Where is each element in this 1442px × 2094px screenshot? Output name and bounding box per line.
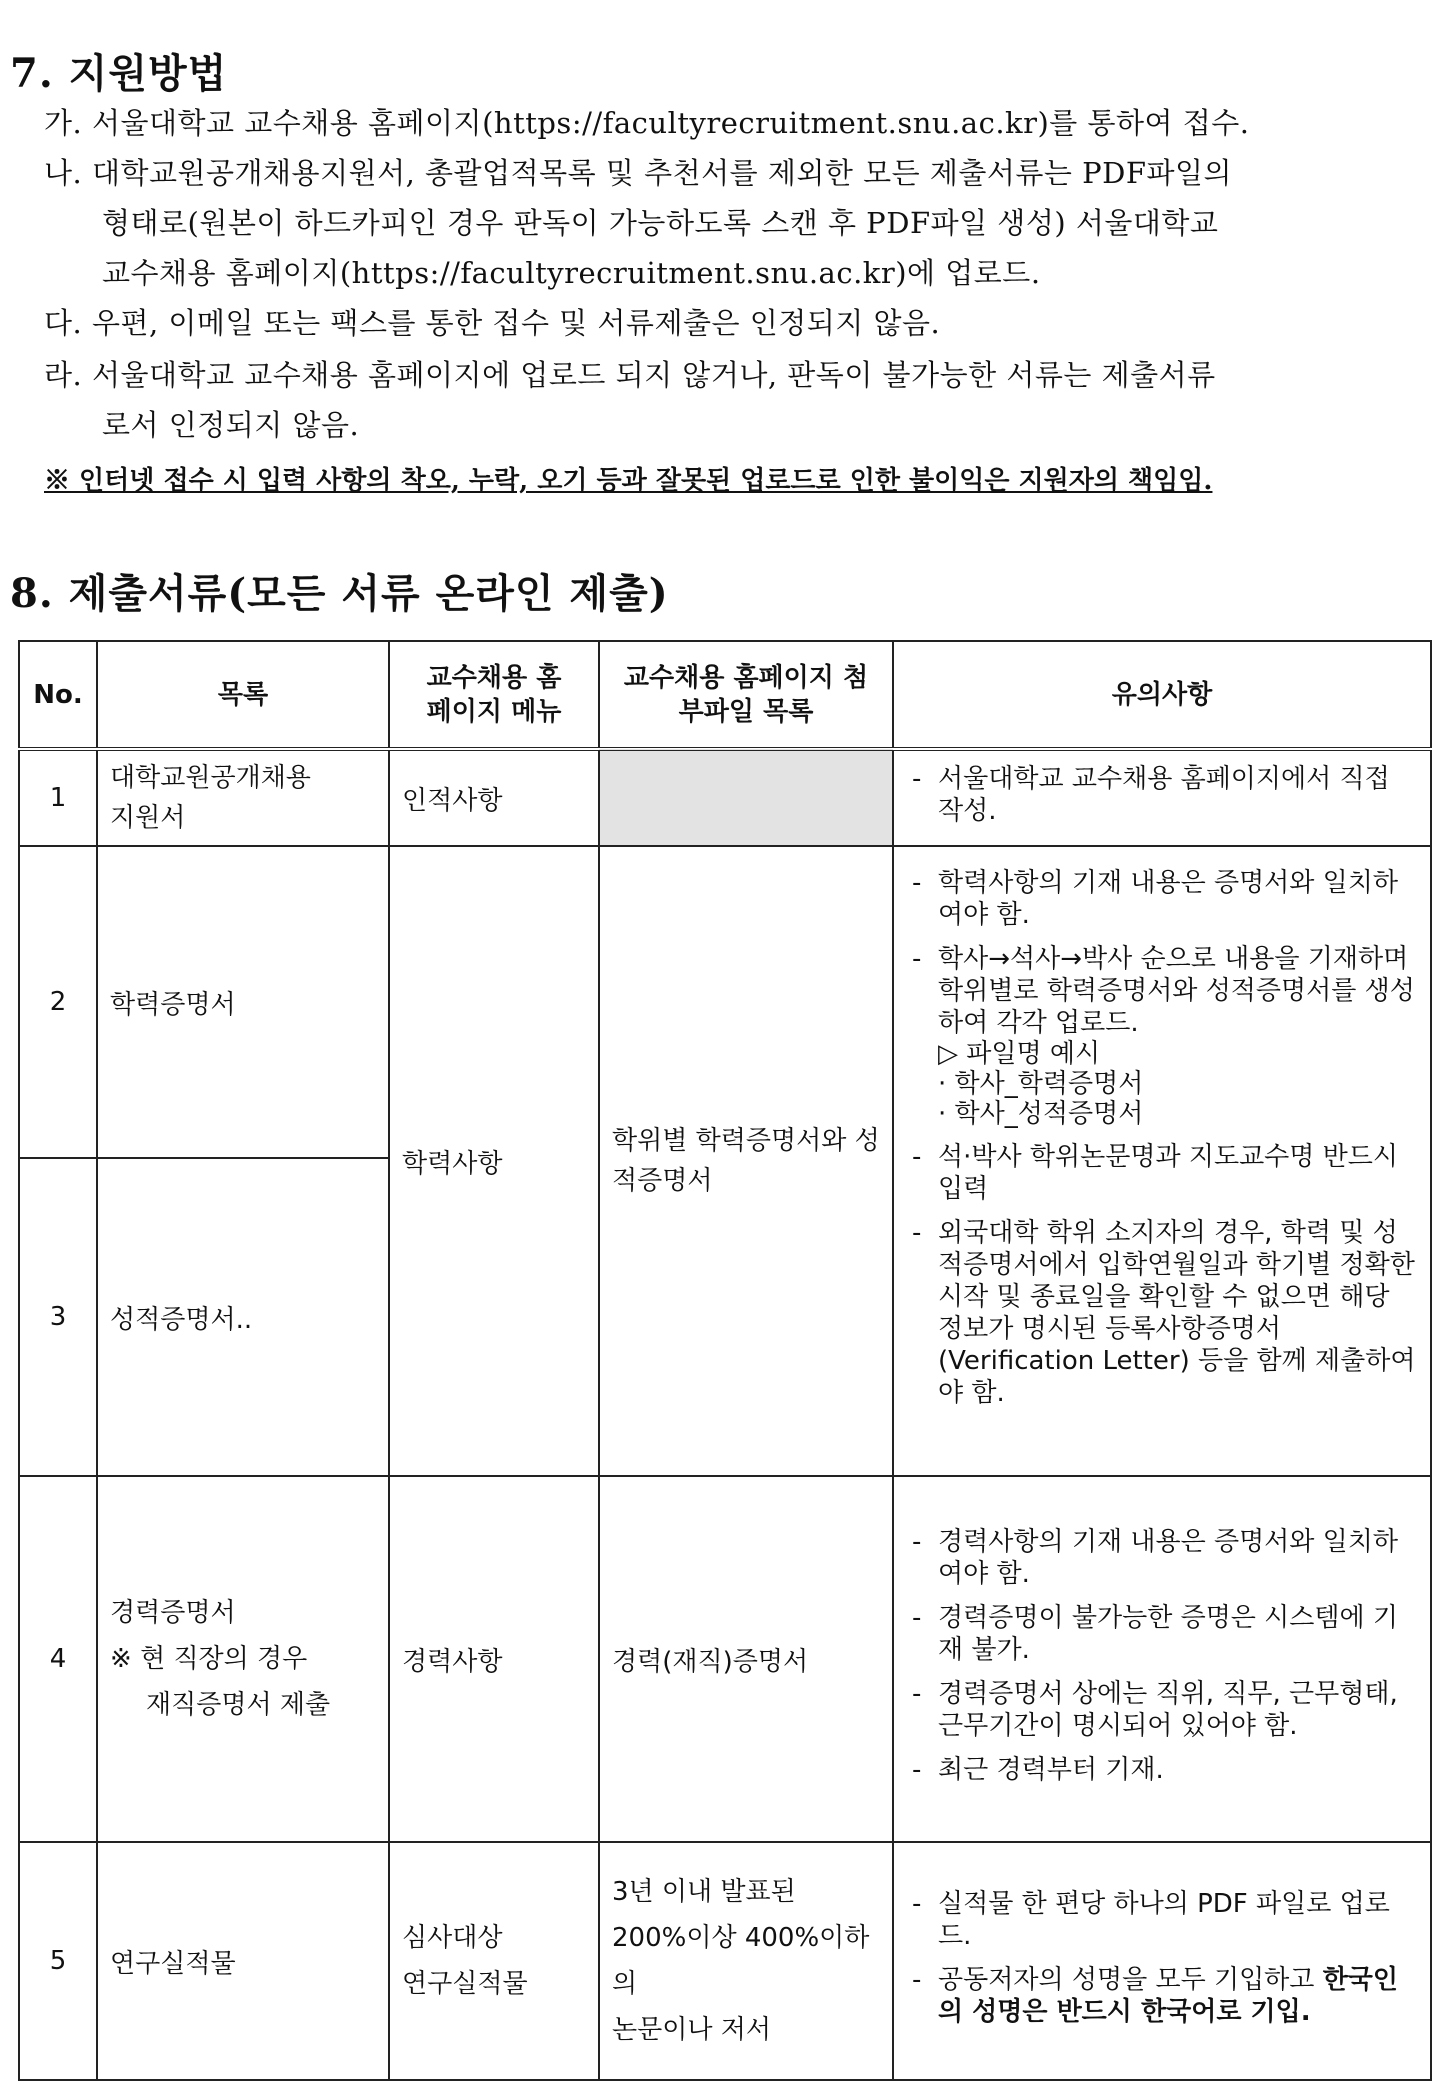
- file-example-title: ▷ 파일명 예시: [938, 1039, 1101, 1069]
- row-menu: 인적사항: [389, 749, 599, 846]
- row-no: 3: [19, 1158, 97, 1476]
- row-no: 5: [19, 1842, 97, 2080]
- row-attach: 3년 이내 발표된 200%이상 400%이하의 논문이나 저서: [599, 1842, 893, 2080]
- table-header-row: [19, 641, 1431, 749]
- note-item: - 최근 경력부터 기재.: [906, 1754, 1418, 1786]
- row-item: 연구실적물: [97, 1842, 389, 2080]
- row-menu: 경력사항: [389, 1476, 599, 1842]
- header-notes: 유의사항: [893, 641, 1431, 749]
- header-attach: 교수채용 홈페이지 첨부파일 목록: [599, 641, 893, 749]
- note-item: - 경력증명이 불가능한 증명은 시스템에 기재 불가.: [906, 1602, 1418, 1666]
- row-item: 경력증명서 ※ 현 직장의 경우 재직증명서 제출: [97, 1476, 389, 1842]
- row-no: 1: [19, 749, 97, 846]
- note-item: - 학사→석사→박사 순으로 내용을 기재하며 학위별로 학력증명서와 성적증명서를 생성하여 각각 업로드. ▷ 파일명 예시 · 학사_학력증명서 · 학사_성적증명서: [906, 943, 1418, 1129]
- note-item: - 실적물 한 편당 하나의 PDF 파일로 업로드.: [906, 1888, 1418, 1952]
- method-item-na-line3: 교수채용 홈페이지(https://facultyrecruitment.snu.ac.kr)에 업로드.: [102, 256, 1041, 290]
- row-no: 2: [19, 846, 97, 1158]
- header-menu: 교수채용 홈페이지 메뉴: [389, 641, 599, 749]
- section-8-title: 8. 제출서류(모든 서류 온라인 제출): [10, 570, 669, 617]
- section-7-title: 7. 지원방법: [10, 50, 228, 97]
- row-notes: [893, 846, 1431, 1476]
- table-row: [19, 1842, 1431, 2080]
- row-menu: 심사대상 연구실적물: [389, 1842, 599, 2080]
- method-item-da: 다. 우편, 이메일 또는 팩스를 통한 접수 및 서류제출은 인정되지 않음.: [44, 306, 941, 340]
- file-example: · 학사_학력증명서: [938, 1069, 1144, 1099]
- note-item: - 경력사항의 기재 내용은 증명서와 일치하여야 함.: [906, 1526, 1418, 1590]
- row-no: 4: [19, 1476, 97, 1842]
- table-row: [19, 749, 1431, 846]
- row-notes: [893, 1476, 1431, 1842]
- row-attach-empty: [599, 749, 893, 846]
- table-row: [19, 846, 1431, 1158]
- file-example: · 학사_성적증명서: [938, 1099, 1144, 1129]
- row-item: 대학교원공개채용 지원서: [97, 749, 389, 846]
- method-item-ra-line2: 로서 인정되지 않음.: [102, 408, 360, 442]
- row-attach: 경력(재직)증명서: [599, 1476, 893, 1842]
- row-item: 학력증명서: [97, 846, 389, 1158]
- row-notes: [893, 1842, 1431, 2080]
- documents-table: [18, 640, 1432, 2081]
- note-item: - 서울대학교 교수채용 홈페이지에서 직접 작성.: [906, 763, 1418, 827]
- row-attach: 학위별 학력증명서와 성적증명서: [599, 846, 893, 1476]
- method-item-na: 나. 대학교원공개채용지원서, 총괄업적목록 및 추천서를 제외한 모든 제출서류는 PDF파일의: [44, 156, 1233, 190]
- note-item: - 석·박사 학위논문명과 지도교수명 반드시 입력: [906, 1141, 1418, 1205]
- method-item-ga: 가. 서울대학교 교수채용 홈페이지(https://facultyrecruitment.snu.ac.kr)를 통하여 접수.: [44, 106, 1250, 140]
- table-row: [19, 1476, 1431, 1842]
- note-item: - 경력증명서 상에는 직위, 직무, 근무형태, 근무기간이 명시되어 있어야 함.: [906, 1678, 1418, 1742]
- reference-mark: ※: [110, 1644, 132, 1674]
- method-item-ra: 라. 서울대학교 교수채용 홈페이지에 업로드 되지 않거나, 판독이 불가능한 서류는 제출서류: [44, 358, 1216, 392]
- note-item: - 공동저자의 성명을 모두 기입하고 한국인의 성명은 반드시 한국어로 기입.: [906, 1964, 1418, 2028]
- bold-emphasis: 한국인의 성명은 반드시 한국어로 기입.: [938, 1965, 1399, 2027]
- row-menu: 학력사항: [389, 846, 599, 1476]
- method-item-na-line2: 형태로(원본이 하드카피인 경우 판독이 가능하도록 스캔 후 PDF파일 생성) 서울대학교: [102, 206, 1219, 240]
- row-item: 성적증명서..: [97, 1158, 389, 1476]
- row-notes: [893, 749, 1431, 846]
- header-item: 목록: [97, 641, 389, 749]
- header-no: No.: [19, 641, 97, 749]
- note-item: - 외국대학 학위 소지자의 경우, 학력 및 성적증명서에서 입학연월일과 학기별 정확한 시작 및 종료일을 확인할 수 없으면 해당 정보가 명시된 등록사항증명서(Verification Letter) 등을 함께 제출하여야 함.: [906, 1217, 1418, 1409]
- note-item: - 학력사항의 기재 내용은 증명서와 일치하여야 함.: [906, 867, 1418, 931]
- notice-text: ※ 인터넷 접수 시 입력 사항의 착오, 누락, 오기 등과 잘못된 업로드로 인한 불이익은 지원자의 책임임.: [44, 466, 1213, 496]
